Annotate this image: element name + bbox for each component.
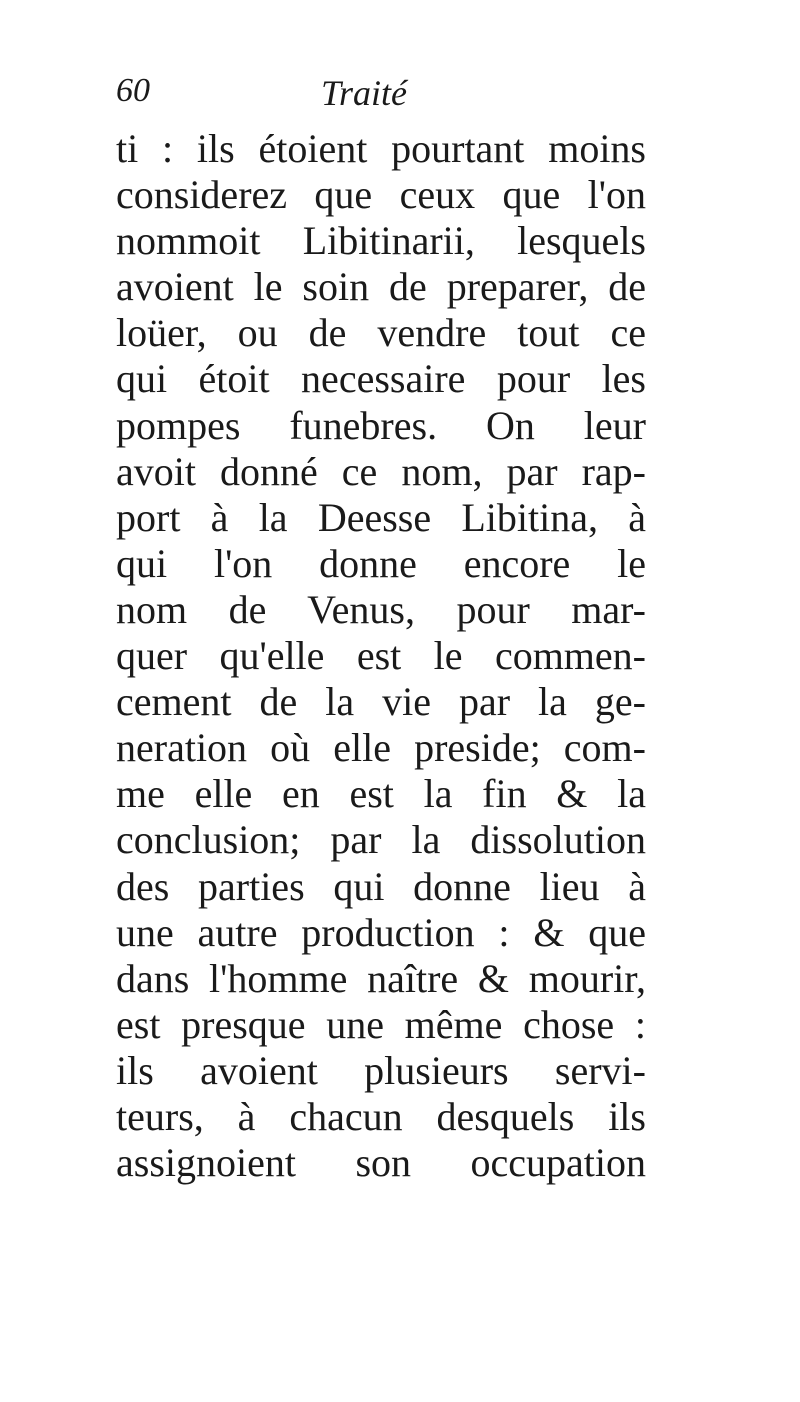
text-line: qui étoit necessaire pour les [116,356,646,402]
text-line: nommoit Libitinarii, lesquels [116,218,646,264]
text-line: assignoient son occupation [116,1140,646,1186]
body-text [116,126,646,1186]
text-line: conclusion; par la dissolution [116,817,646,863]
text-line: me elle en est la fin & la [116,771,646,817]
text-line: loüer, ou de vendre tout ce [116,310,646,356]
text-line: cement de la vie par la ge- [116,679,646,725]
page-header [116,72,676,122]
text-line: dans l'homme naître & mourir, [116,955,646,1001]
text-line: des parties qui donne lieu à [116,863,646,909]
page-number: 60 [116,72,150,109]
text-line: neration où elle preside; com- [116,725,646,771]
text-line: ti : ils étoient pourtant moins [116,126,646,171]
text-line: port à la Deesse Libitina, à [116,494,646,540]
text-line: teurs, à chacun desquels ils [116,1093,646,1139]
text-line: quer qu'elle est le commen- [116,633,646,679]
text-line: qui l'on donne encore le [116,540,646,586]
text-line: avoient le soin de preparer, de [116,264,646,310]
text-line: ils avoient plusieurs servi- [116,1047,646,1093]
running-title: Traité [321,73,408,113]
text-line: est presque une même chose : [116,1001,646,1047]
text-line: avoit donné ce nom, par rap- [116,448,646,494]
text-line: une autre production : & que [116,909,646,955]
text-line: pompes funebres. On leur [116,402,646,448]
text-line: considerez que ceux que l'on [116,172,646,218]
text-line: nom de Venus, pour mar- [116,586,646,632]
